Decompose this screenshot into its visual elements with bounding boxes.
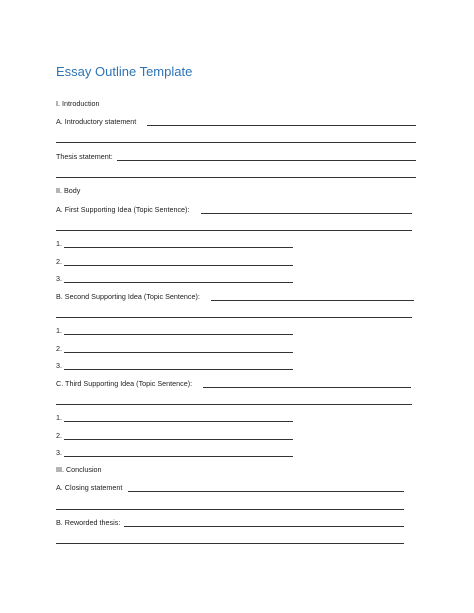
first-idea-item-number: 3. <box>56 274 62 283</box>
second-idea-item-line[interactable] <box>64 334 293 335</box>
reworded-thesis-line-2[interactable] <box>56 543 404 544</box>
second-idea-line[interactable] <box>211 300 414 301</box>
thesis-statement-line[interactable] <box>117 160 416 161</box>
third-idea-item-number: 1. <box>56 413 62 422</box>
conclusion-heading: III. Conclusion <box>56 465 102 474</box>
third-idea-line[interactable] <box>203 387 411 388</box>
third-idea-item-number: 3. <box>56 448 62 457</box>
reworded-thesis-label: B. Reworded thesis: <box>56 518 121 527</box>
reworded-thesis-line[interactable] <box>124 526 404 527</box>
second-idea-line-2[interactable] <box>56 317 412 318</box>
page-title: Essay Outline Template <box>56 64 193 79</box>
closing-statement-label: A. Closing statement <box>56 483 123 492</box>
third-idea-item-line[interactable] <box>64 421 293 422</box>
first-idea-line-2[interactable] <box>56 230 412 231</box>
introductory-statement-label: A. Introductory statement <box>56 117 137 126</box>
thesis-statement-line-2[interactable] <box>56 177 416 178</box>
second-idea-item-number: 2. <box>56 344 62 353</box>
first-idea-item-number: 2. <box>56 257 62 266</box>
closing-statement-line-2[interactable] <box>56 509 404 510</box>
first-idea-item-line[interactable] <box>64 265 293 266</box>
third-idea-item-number: 2. <box>56 431 62 440</box>
closing-statement-line[interactable] <box>128 491 404 492</box>
introductory-statement-line[interactable] <box>147 125 416 126</box>
third-idea-item-line[interactable] <box>64 456 293 457</box>
third-idea-label: C. Third Supporting Idea (Topic Sentence): <box>56 379 193 388</box>
first-idea-label: A. First Supporting Idea (Topic Sentence): <box>56 205 190 214</box>
body-heading: II. Body <box>56 186 81 195</box>
thesis-statement-label: Thesis statement: <box>56 152 113 161</box>
second-idea-item-line[interactable] <box>64 369 293 370</box>
first-idea-item-line[interactable] <box>64 282 293 283</box>
second-idea-label: B. Second Supporting Idea (Topic Sentence): <box>56 292 200 301</box>
second-idea-item-number: 3. <box>56 361 62 370</box>
second-idea-item-number: 1. <box>56 326 62 335</box>
second-idea-item-line[interactable] <box>64 352 293 353</box>
first-idea-item-number: 1. <box>56 239 62 248</box>
third-idea-line-2[interactable] <box>56 404 412 405</box>
introductory-statement-line-2[interactable] <box>56 142 416 143</box>
third-idea-item-line[interactable] <box>64 439 293 440</box>
first-idea-item-line[interactable] <box>64 247 293 248</box>
first-idea-line[interactable] <box>201 213 412 214</box>
introduction-heading: I. Introduction <box>56 99 100 108</box>
